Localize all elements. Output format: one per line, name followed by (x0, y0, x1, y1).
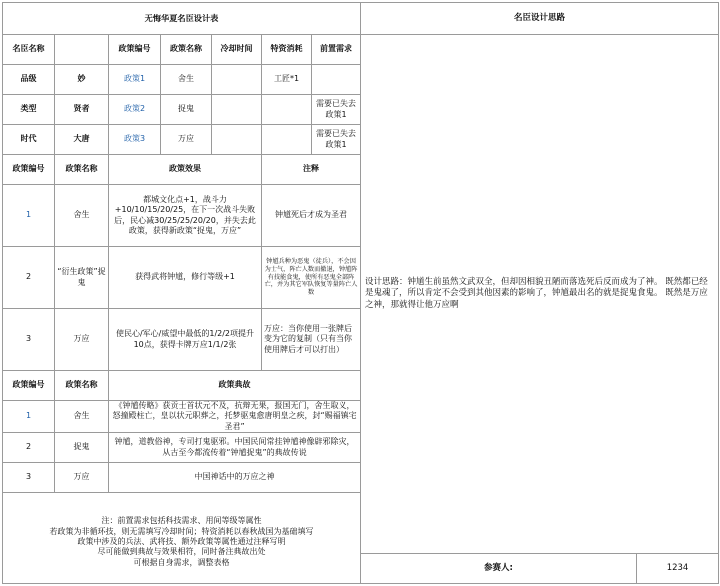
policy-note: 万应：当你使用一张牌后变为它的复制（只有当你使用牌后才可以打出） (262, 309, 361, 371)
header-cell: 特资消耗 (262, 35, 312, 65)
design-idea-table (360, 2, 719, 584)
header-cell (55, 35, 109, 65)
policy-lore: 《钟馗传略》获贡士首状元不及，抗辩无果，报国无门，舍生取义，怒撞殿柱亡，皇以状元职葬之，托梦驱鬼愈唐明皇之疾，封“赐福镇宅圣君” (109, 401, 361, 433)
policy-effect: 使民心/军心/威望中最低的1/2/2项提升10点，获得卡牌万应1/1/2张 (109, 309, 262, 371)
cooldown (212, 125, 262, 155)
footer-note: 注：前置需求包括科技需求、用间等级等属性 (101, 516, 262, 526)
footer-notes-row (3, 493, 361, 584)
policy-no[interactable]: 1 (3, 185, 55, 247)
info-value: 大唐 (55, 125, 109, 155)
info-row (3, 95, 361, 125)
effect-row (3, 185, 361, 247)
policy-lore: 中国神话中的万应之神 (109, 463, 361, 493)
policy-effect: 都城文化点+1，战斗力+10/10/15/20/25，在下一次战斗失败后，民心减30/25/25/20/20，并失去此政策，获得新政策“捉鬼，万应” (109, 185, 262, 247)
policy-name: 万应 (55, 309, 109, 371)
header-row (3, 35, 361, 65)
effects-header-row (3, 155, 361, 185)
resource-cost (262, 125, 312, 155)
prerequisite: 需要已失去政策1 (312, 95, 361, 125)
left-title: 无悔华夏名臣设计表 (3, 3, 361, 35)
policy-lore: 钟馗，道教俗神，专司打鬼驱邪。中国民间常挂钟馗神像辟邪除灾，从古至今都流传着“钟馗捉鬼”的典故传说 (109, 433, 361, 463)
policy-no[interactable]: 1 (3, 401, 55, 433)
info-row (3, 65, 361, 95)
policy-link[interactable]: 政策3 (109, 125, 161, 155)
lore-row (3, 433, 361, 463)
footer-note: 若政策为非循环技，则无需填写冷却时间；特资消耗以春秋战国为基础填写 (49, 526, 314, 536)
info-label: 品级 (3, 65, 55, 95)
info-label: 时代 (3, 125, 55, 155)
header-cell: 政策名称 (55, 371, 109, 401)
policy-no: 3 (3, 309, 55, 371)
policy-name: 捉鬼 (55, 433, 109, 463)
right-title: 名臣设计思路 (361, 3, 719, 35)
minister-design-table (2, 2, 361, 584)
effect-row (3, 309, 361, 371)
resource-cost (262, 95, 312, 125)
policy-name: 捉鬼 (161, 95, 212, 125)
header-cell: 前置需求 (312, 35, 361, 65)
policy-no: 2 (3, 247, 55, 309)
info-label: 类型 (3, 95, 55, 125)
header-cell: 政策编号 (109, 35, 161, 65)
lore-row (3, 463, 361, 493)
header-cell: 冷却时间 (212, 35, 262, 65)
policy-name: 万应 (55, 463, 109, 493)
header-cell: 注释 (262, 155, 361, 185)
footer-note: 尽可能做到典故与效果相符，同时备注典故出处 (97, 547, 266, 557)
info-value: 贤者 (55, 95, 109, 125)
header-cell: 政策典故 (109, 371, 361, 401)
cooldown (212, 65, 262, 95)
resource-cost: 工匠*1 (262, 65, 312, 95)
policy-name: 万应 (161, 125, 212, 155)
policy-name: 舍生 (55, 401, 109, 433)
policy-name: 舍生 (161, 65, 212, 95)
header-cell: 政策编号 (3, 371, 55, 401)
design-idea-text: 设计思路：钟馗生前虽然文武双全，但却因相貌丑陋而落选死后反而成为了神。 既然都已经是鬼魂了，所以肯定不会受到其他因素的影响了，钟馗最出名的就是捉鬼食鬼。 既然是万应之神，那就得让他万应啊 (361, 35, 719, 554)
participant-label: 参赛人: (361, 554, 637, 584)
policy-name: “衍生政策”捉鬼 (55, 247, 109, 309)
policy-no: 3 (3, 463, 55, 493)
footer-note: 可根据自身需求，调整表格 (133, 557, 230, 567)
policy-name: 舍生 (55, 185, 109, 247)
header-cell: 政策名称 (161, 35, 212, 65)
info-row (3, 125, 361, 155)
policy-note: 钟馗死后才成为圣君 (262, 185, 361, 247)
cooldown (212, 95, 262, 125)
prerequisite (312, 65, 361, 95)
participant-value: 1234 (637, 554, 719, 584)
header-cell: 政策效果 (109, 155, 262, 185)
policy-link[interactable]: 政策2 (109, 95, 161, 125)
policy-no: 2 (3, 433, 55, 463)
policy-link[interactable]: 政策1 (109, 65, 161, 95)
header-cell: 政策名称 (55, 155, 109, 185)
policy-note: 钟馗兵种为恶鬼（徒兵），不会因为士气，阵亡人数而撤退，钟馗阵有技能食鬼，使所有恶鬼全部阵亡，并为其它军队恢复等量阵亡人数 (262, 247, 361, 309)
footer-note: 政策中涉及的兵法、武将技、额外政策等属性通过注释写明 (77, 536, 286, 546)
lore-row (3, 401, 361, 433)
participant-row (361, 554, 719, 584)
footer-notes (3, 493, 361, 584)
header-cell: 名臣名称 (3, 35, 55, 65)
effect-row (3, 247, 361, 309)
lore-header-row (3, 371, 361, 401)
prerequisite: 需要已失去政策1 (312, 125, 361, 155)
header-cell: 政策编号 (3, 155, 55, 185)
info-value: 妙 (55, 65, 109, 95)
policy-effect: 获得武将钟馗，修行等级+1 (109, 247, 262, 309)
